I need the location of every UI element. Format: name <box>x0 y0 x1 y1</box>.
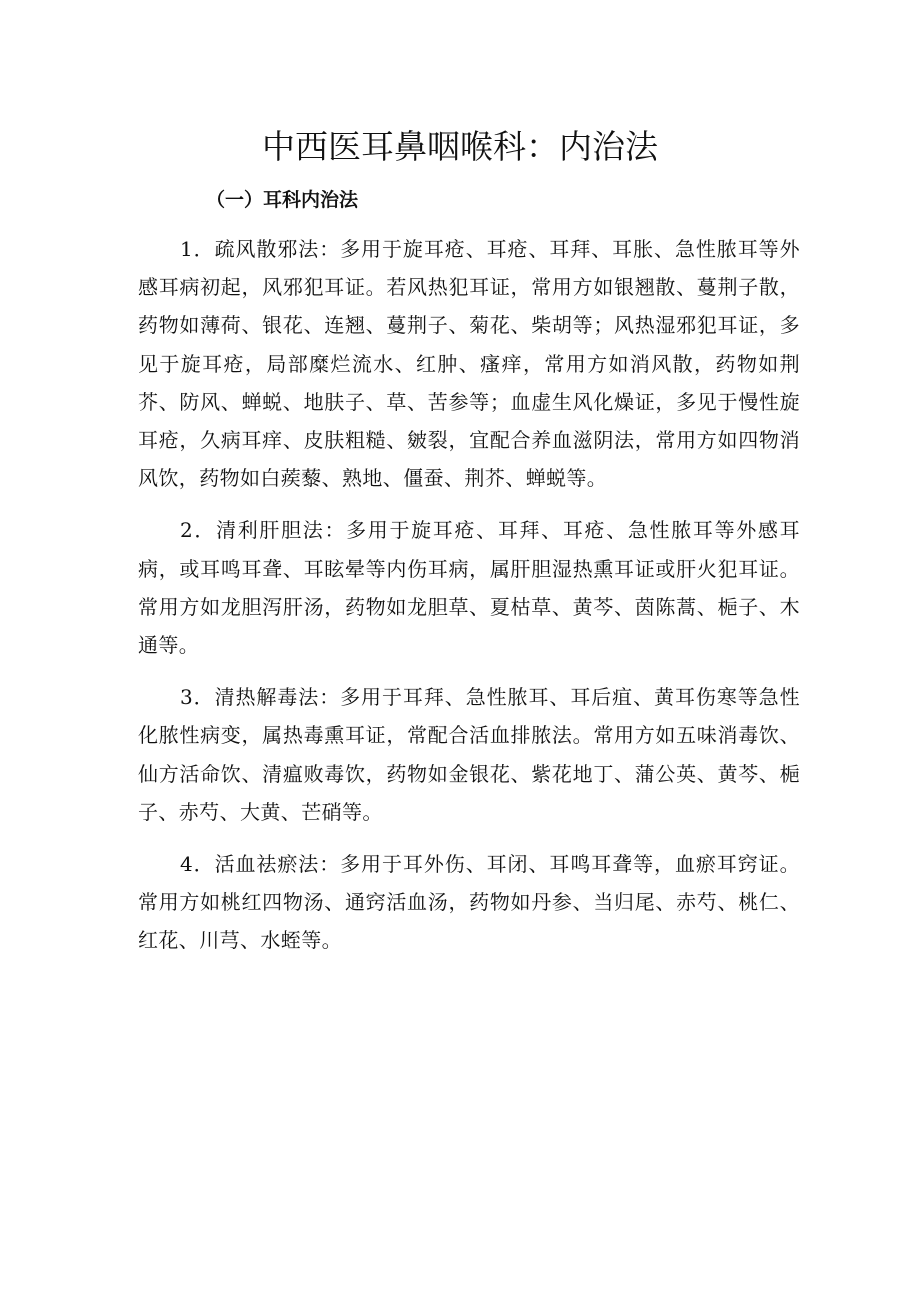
paragraph-3: 3．清热解毒法：多用于耳拜、急性脓耳、耳后疽、黄耳伤寒等急性化脓性病变，属热毒熏耳证，常配合活血排脓法。常用方如五味消毒饮、仙方活命饮、清瘟败毒饮，药物如金银花、紫花地丁、蒲公英、黄芩、梔子、赤芍、大黄、芒硝等。 <box>138 685 800 824</box>
paragraph-2: 2．清利肝胆法：多用于旋耳疮、耳拜、耳疮、急性脓耳等外感耳病，或耳鸣耳聋、耳眩晕等内伤耳病，属肝胆湿热熏耳证或肝火犯耳证。常用方如龙胆泻肝汤，药物如龙胆草、夏枯草、黄芩、茵陈蒿、梔子、木通等。 <box>138 518 800 658</box>
section-heading: （一）耳科内治法 <box>206 189 359 211</box>
paragraph-4: 4．活血祛瘀法：多用于耳外伤、耳闭、耳鸣耳聋等，血瘀耳窍证。常用方如桃红四物汤、通窍活血汤，药物如丹参、当归尾、赤芍、桃仁、红花、川芎、水蛭等。 <box>138 852 800 953</box>
page-title: 中西医耳鼻咽喉科：内治法 <box>262 127 658 166</box>
body-text <box>138 230 800 974</box>
paragraph-1: 1．疏风散邪法：多用于旋耳疮、耳疮、耳拜、耳胀、急性脓耳等外感耳病初起，风邪犯耳证。若风热犯耳证，常用方如银翘散、蔓荆子散，药物如薄荷、银花、连翘、蔓荆子、菊花、柴胡等；风热湿邪犯耳证，多见于旋耳疮，局部糜烂流水、红肿、瘙痒，常用方如消风散，药物如荆芥、防风、蝉蜕、地肤子、草、苦参等；血虚生风化燥证，多见于慢性旋耳疮，久病耳痒、皮肤粗糙、皴裂，宜配合养血滋阴法，常用方如四物消风饮，药物如白蒺藜、熟地、僵蚕、荆芥、蝉蜕等。 <box>138 237 800 491</box>
